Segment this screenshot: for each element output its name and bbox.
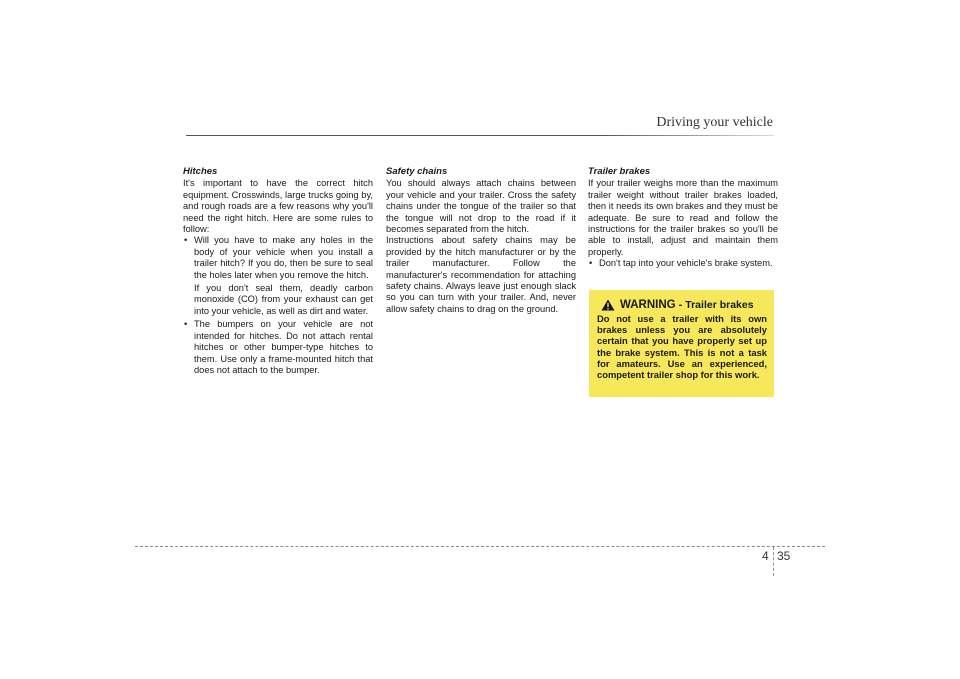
- chapter-number: 4: [762, 549, 769, 563]
- warning-topic: Trailer brakes: [685, 299, 754, 311]
- warning-header: [597, 299, 767, 311]
- safety-chains-section: [386, 166, 576, 315]
- safety-chains-title: Safety chains: [386, 166, 448, 177]
- trailer-brakes-section: [588, 166, 778, 270]
- trailer-brakes-bullet-1: [588, 258, 778, 269]
- hitches-bullet-1-text: Will you have to make any holes in the body of your vehicle when you install a trailer hitch? If you do, then be sure to seal the holes later when you remove the hitch.: [194, 235, 373, 280]
- trailer-brakes-bullet-1-text: Don't tap into your vehicle's brake system.: [599, 258, 773, 269]
- hitches-bullet-2-text: The bumpers on your vehicle are not intended for hitches. Do not attach rental hitches or other bumper-type hitches to them. Use only a frame-mounted hitch that does not attach to the bumper.: [194, 319, 373, 375]
- warning-separator: -: [678, 299, 683, 311]
- warning-label: WARNING: [620, 299, 676, 311]
- safety-chains-paragraph-2: Instructions about safety chains may be provided by the hitch manufacturer or by the trailer manufacturer. Follow the manufacturer's recommendation for attaching safety chains. Always leave just enough slack so you can turn with your trailer. And, never allow safety chains to drag on the ground.: [386, 235, 576, 314]
- trailer-brakes-title: Trailer brakes: [588, 166, 651, 177]
- footer-divider: [135, 546, 825, 547]
- hitches-bullet-1: [183, 235, 373, 317]
- warning-triangle-icon: [601, 299, 615, 311]
- trailer-brakes-paragraph: If your trailer weighs more than the maximum trailer weight without trailer brakes loaded, then it needs its own brakes and they must be adequate. Be sure to read and follow the instructions for the trailer brakes so you'll be able to install, adjust and maintain them properly.: [588, 178, 778, 257]
- page-header-title: Driving your vehicle: [656, 115, 773, 130]
- page-number: 35: [777, 549, 791, 563]
- header-divider: [186, 135, 774, 136]
- hitches-section: [183, 166, 373, 376]
- hitches-intro: It's important to have the correct hitch equipment. Crosswinds, large trucks going by, and rough roads are a few reasons why you'll need the right hitch. Here are some rules to follow:: [183, 178, 373, 235]
- hitches-title: Hitches: [183, 166, 218, 177]
- hitches-bullet-1-note: If you don't seal them, deadly carbon monoxide (CO) from your exhaust can get into your vehicle, as well as dirt and water.: [194, 283, 373, 316]
- hitches-bullet-2: [183, 319, 373, 376]
- safety-chains-paragraph-1: You should always attach chains between your vehicle and your trailer. Cross the safety chains under the tongue of the trailer so that the tongue will not drop to the road if it becomes separated from the hitch.: [386, 178, 576, 235]
- footer-page-separator: [773, 547, 774, 576]
- hitches-bullet-list: [183, 235, 373, 376]
- warning-body: Do not use a trailer with its own brakes unless you are absolutely certain that you have properly set up the brake system. This is not a task for amateurs. Use an experienced, competent trailer shop for this work.: [597, 313, 767, 381]
- trailer-brakes-bullet-list: [588, 258, 778, 269]
- warning-box: [589, 290, 774, 397]
